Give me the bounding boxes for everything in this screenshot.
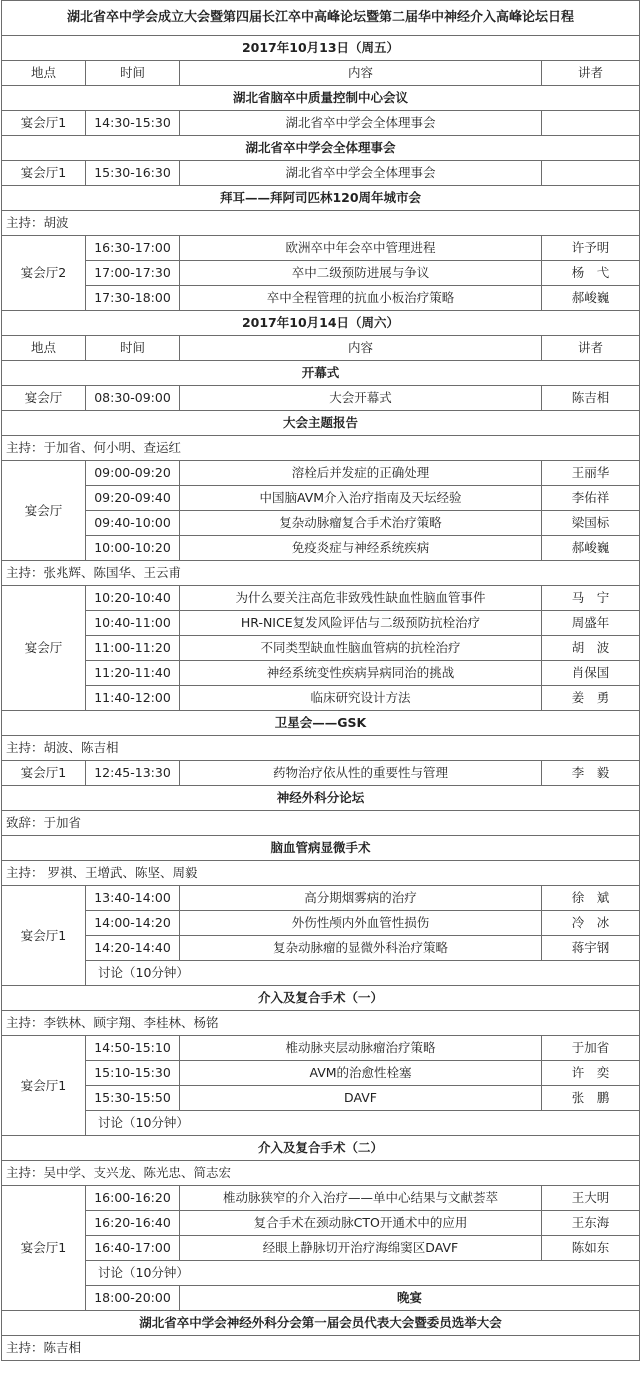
talk-title: 临床研究设计方法	[180, 686, 542, 711]
session-row	[2, 1186, 640, 1211]
speaker-cell	[542, 111, 640, 136]
speaker-cell: 周盛年	[542, 611, 640, 636]
time-cell: 16:40-17:00	[86, 1236, 180, 1261]
section-row	[2, 86, 640, 111]
venue-cell: 宴会厅1	[2, 111, 86, 136]
speaker-header: 讲者	[542, 61, 640, 86]
talk-title: 外伤性颅内外血管性损伤	[180, 911, 542, 936]
chair-row	[2, 436, 640, 461]
banquet-row	[2, 1286, 640, 1311]
session-row	[2, 886, 640, 911]
chair-row	[2, 736, 640, 761]
section-title: 介入及复合手术（一）	[2, 986, 640, 1011]
section-row	[2, 986, 640, 1011]
speaker-cell: 李 毅	[542, 761, 640, 786]
talk-title: AVM的治愈性栓塞	[180, 1061, 542, 1086]
talk-title: 复合手术在颈动脉CTO开通术中的应用	[180, 1211, 542, 1236]
chair-names: 主持：吴中学、支兴龙、陈光忠、简志宏	[2, 1161, 640, 1186]
time-cell: 17:30-18:00	[86, 286, 180, 311]
session-row	[2, 936, 640, 961]
section-title: 开幕式	[2, 361, 640, 386]
speaker-cell: 梁国标	[542, 511, 640, 536]
content-header: 内容	[180, 61, 542, 86]
time-cell: 14:50-15:10	[86, 1036, 180, 1061]
section-title: 湖北省脑卒中质量控制中心会议	[2, 86, 640, 111]
speaker-cell: 陈吉相	[542, 386, 640, 411]
time-cell: 15:30-15:50	[86, 1086, 180, 1111]
session-row	[2, 1036, 640, 1061]
session-row	[2, 236, 640, 261]
speaker-cell: 王大明	[542, 1186, 640, 1211]
date-row	[2, 311, 640, 336]
date-heading: 2017年10月14日（周六）	[2, 311, 640, 336]
section-row	[2, 786, 640, 811]
time-header: 时间	[86, 61, 180, 86]
discussion-row	[2, 1261, 640, 1286]
speaker-cell: 于加省	[542, 1036, 640, 1061]
chair-row	[2, 1011, 640, 1036]
session-row	[2, 761, 640, 786]
chair-row	[2, 811, 640, 836]
section-row	[2, 836, 640, 861]
session-row	[2, 261, 640, 286]
session-row	[2, 1061, 640, 1086]
speaker-cell: 郝峻巍	[542, 536, 640, 561]
talk-title: 椎动脉狭窄的介入治疗——单中心结果与文献荟萃	[180, 1186, 542, 1211]
talk-title: 中国脑AVM介入治疗指南及天坛经验	[180, 486, 542, 511]
schedule-body	[2, 1, 640, 1361]
session-row	[2, 511, 640, 536]
talk-title: 免疫炎症与神经系统疾病	[180, 536, 542, 561]
time-cell: 10:20-10:40	[86, 586, 180, 611]
session-row	[2, 161, 640, 186]
chair-row	[2, 211, 640, 236]
talk-title: 大会开幕式	[180, 386, 542, 411]
chair-names: 主持：张兆辉、陈国华、王云甫	[2, 561, 640, 586]
session-row	[2, 611, 640, 636]
chair-row	[2, 1336, 640, 1361]
time-cell: 14:20-14:40	[86, 936, 180, 961]
speaker-cell: 郝峻巍	[542, 286, 640, 311]
talk-title: 经眼上静脉切开治疗海绵窦区DAVF	[180, 1236, 542, 1261]
venue-cell: 宴会厅1	[2, 761, 86, 786]
section-row	[2, 711, 640, 736]
venue-cell: 宴会厅1	[2, 1036, 86, 1136]
section-row	[2, 411, 640, 436]
speaker-cell: 李佑祥	[542, 486, 640, 511]
talk-title: 不同类型缺血性脑血管病的抗栓治疗	[180, 636, 542, 661]
session-row	[2, 536, 640, 561]
schedule-table	[1, 0, 640, 1361]
time-cell: 10:40-11:00	[86, 611, 180, 636]
time-cell: 13:40-14:00	[86, 886, 180, 911]
time-header: 时间	[86, 336, 180, 361]
time-cell: 12:45-13:30	[86, 761, 180, 786]
time-cell: 09:20-09:40	[86, 486, 180, 511]
section-row	[2, 361, 640, 386]
venue-header: 地点	[2, 61, 86, 86]
time-cell: 08:30-09:00	[86, 386, 180, 411]
chair-names: 主持：陈吉相	[2, 1336, 640, 1361]
time-cell: 09:00-09:20	[86, 461, 180, 486]
speaker-cell: 冷 冰	[542, 911, 640, 936]
speaker-cell: 杨 弋	[542, 261, 640, 286]
talk-title: 卒中全程管理的抗血小板治疗策略	[180, 286, 542, 311]
venue-header: 地点	[2, 336, 86, 361]
time-cell: 10:00-10:20	[86, 536, 180, 561]
time-cell: 11:40-12:00	[86, 686, 180, 711]
section-row	[2, 136, 640, 161]
talk-title: DAVF	[180, 1086, 542, 1111]
speaker-cell: 蒋宇钢	[542, 936, 640, 961]
section-title: 大会主题报告	[2, 411, 640, 436]
chair-names: 主持：胡波、陈吉相	[2, 736, 640, 761]
content-header: 内容	[180, 336, 542, 361]
session-row	[2, 686, 640, 711]
column-header-row	[2, 61, 640, 86]
speaker-cell: 王东海	[542, 1211, 640, 1236]
session-row	[2, 461, 640, 486]
speaker-cell: 王丽华	[542, 461, 640, 486]
talk-title: 高分期烟雾病的治疗	[180, 886, 542, 911]
time-cell: 16:00-16:20	[86, 1186, 180, 1211]
section-title: 介入及复合手术（二）	[2, 1136, 640, 1161]
time-cell: 15:30-16:30	[86, 161, 180, 186]
discussion-label: 讨论（10分钟）	[86, 961, 640, 986]
talk-title: 为什么要关注高危非致残性缺血性脑血管事件	[180, 586, 542, 611]
section-title: 拜耳——拜阿司匹林120周年城市会	[2, 186, 640, 211]
talk-title: HR-NICE复发风险评估与二级预防抗栓治疗	[180, 611, 542, 636]
chair-row	[2, 561, 640, 586]
section-row	[2, 1136, 640, 1161]
session-row	[2, 636, 640, 661]
talk-title: 药物治疗依从性的重要性与管理	[180, 761, 542, 786]
session-row	[2, 1211, 640, 1236]
session-row	[2, 586, 640, 611]
speaker-cell: 徐 斌	[542, 886, 640, 911]
venue-cell: 宴会厅	[2, 586, 86, 711]
section-row	[2, 1311, 640, 1336]
speaker-cell: 马 宁	[542, 586, 640, 611]
session-row	[2, 286, 640, 311]
session-row	[2, 111, 640, 136]
time-cell: 11:20-11:40	[86, 661, 180, 686]
time-cell: 18:00-20:00	[86, 1286, 180, 1311]
talk-title: 椎动脉夹层动脉瘤治疗策略	[180, 1036, 542, 1061]
discussion-row	[2, 961, 640, 986]
chair-row	[2, 1161, 640, 1186]
session-row	[2, 661, 640, 686]
banquet-label: 晚宴	[180, 1286, 640, 1311]
section-title: 脑血管病显微手术	[2, 836, 640, 861]
section-title: 湖北省卒中学会神经外科分会第一届会员代表大会暨委员选举大会	[2, 1311, 640, 1336]
session-row	[2, 386, 640, 411]
speaker-cell: 胡 波	[542, 636, 640, 661]
venue-cell: 宴会厅	[2, 386, 86, 411]
talk-title: 复杂动脉瘤的显微外科治疗策略	[180, 936, 542, 961]
section-title: 卫星会——GSK	[2, 711, 640, 736]
discussion-label: 讨论（10分钟）	[86, 1111, 640, 1136]
session-row	[2, 1236, 640, 1261]
venue-cell: 宴会厅1	[2, 886, 86, 986]
speaker-cell: 姜 勇	[542, 686, 640, 711]
talk-title: 神经系统变性疾病异病同治的挑战	[180, 661, 542, 686]
chair-names: 主持：胡波	[2, 211, 640, 236]
speaker-cell: 陈如东	[542, 1236, 640, 1261]
time-cell: 14:00-14:20	[86, 911, 180, 936]
date-row	[2, 36, 640, 61]
session-row	[2, 911, 640, 936]
speaker-cell: 许 奕	[542, 1061, 640, 1086]
time-cell: 14:30-15:30	[86, 111, 180, 136]
talk-title: 湖北省卒中学会全体理事会	[180, 111, 542, 136]
venue-cell: 宴会厅1	[2, 1186, 86, 1311]
column-header-row	[2, 336, 640, 361]
discussion-row	[2, 1111, 640, 1136]
speaker-cell	[542, 161, 640, 186]
venue-cell: 宴会厅2	[2, 236, 86, 311]
page-title: 湖北省卒中学会成立大会暨第四届长江卒中高峰论坛暨第二届华中神经介入高峰论坛日程	[2, 1, 640, 36]
talk-title: 欧洲卒中年会卒中管理进程	[180, 236, 542, 261]
session-row	[2, 486, 640, 511]
talk-title: 复杂动脉瘤复合手术治疗策略	[180, 511, 542, 536]
speaker-header: 讲者	[542, 336, 640, 361]
section-row	[2, 186, 640, 211]
time-cell: 09:40-10:00	[86, 511, 180, 536]
time-cell: 15:10-15:30	[86, 1061, 180, 1086]
venue-cell: 宴会厅1	[2, 161, 86, 186]
discussion-label: 讨论（10分钟）	[86, 1261, 640, 1286]
section-title: 神经外科分论坛	[2, 786, 640, 811]
title-row	[2, 1, 640, 36]
chair-names: 主持：于加省、何小明、查运红	[2, 436, 640, 461]
time-cell: 11:00-11:20	[86, 636, 180, 661]
section-title: 湖北省卒中学会全体理事会	[2, 136, 640, 161]
chair-row	[2, 861, 640, 886]
time-cell: 17:00-17:30	[86, 261, 180, 286]
venue-cell: 宴会厅	[2, 461, 86, 561]
speaker-cell: 许予明	[542, 236, 640, 261]
speaker-cell: 张 鹏	[542, 1086, 640, 1111]
speaker-cell: 肖保国	[542, 661, 640, 686]
session-row	[2, 1086, 640, 1111]
date-heading: 2017年10月13日（周五）	[2, 36, 640, 61]
chair-names: 致辞：于加省	[2, 811, 640, 836]
chair-names: 主持： 罗祺、王增武、陈坚、周毅	[2, 861, 640, 886]
time-cell: 16:30-17:00	[86, 236, 180, 261]
time-cell: 16:20-16:40	[86, 1211, 180, 1236]
talk-title: 溶栓后并发症的正确处理	[180, 461, 542, 486]
chair-names: 主持：李铁林、顾宇翔、李桂林、杨铭	[2, 1011, 640, 1036]
talk-title: 卒中二级预防进展与争议	[180, 261, 542, 286]
talk-title: 湖北省卒中学会全体理事会	[180, 161, 542, 186]
